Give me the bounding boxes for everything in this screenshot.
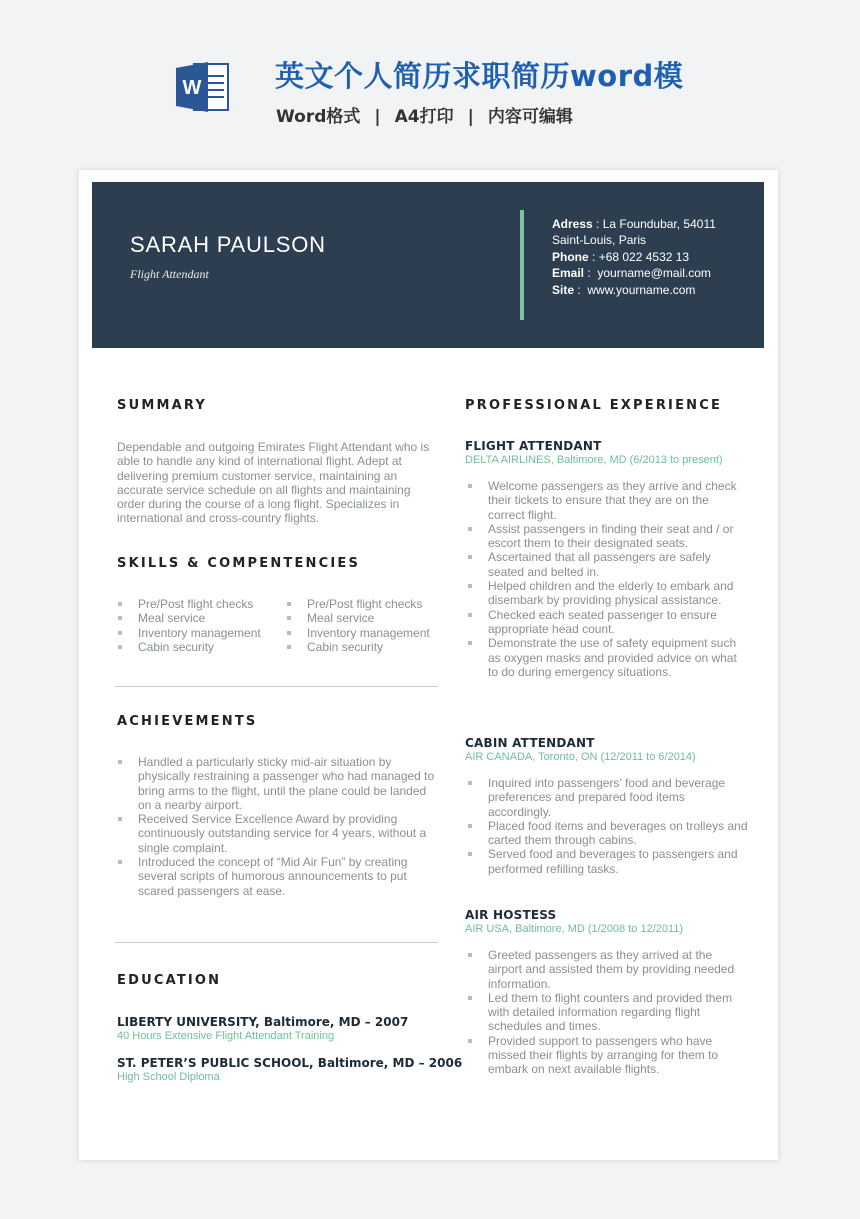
duty-item: Checked each seated passenger to ensure appropriate head count. — [466, 608, 756, 637]
separator: | — [467, 107, 474, 127]
contact-info: Adress : La Foundubar, 54011 Saint-Louis, Paris Phone : +68 022 4532 13 Email : yourname@mail.com Site : www.yourname.com — [552, 217, 716, 297]
skill-item: Pre/Post flight checks — [285, 597, 445, 611]
resume-header — [92, 182, 764, 348]
summary-line: international and cross-country flights. — [117, 511, 320, 526]
skills-heading: SKILLS & COMPENTENCIES — [117, 556, 361, 571]
section-divider — [115, 942, 438, 943]
duty-item: Assist passengers in finding their seat and / or escort them to their designated seats. — [466, 522, 756, 551]
summary-heading: SUMMARY — [117, 398, 207, 413]
experience-heading: PROFESSIONAL EXPERIENCE — [465, 398, 723, 413]
skills-list-right — [285, 597, 445, 654]
summary-line: order during the course of a long flight. Specializes in — [117, 497, 400, 512]
address-label: Adress — [552, 217, 593, 231]
summary-line: able to handle any kind of international flight. Adept at — [117, 454, 402, 469]
education-detail: 40 Hours Extensive Flight Attendant Training — [117, 1030, 335, 1042]
job-title: CABIN ATTENDANT — [465, 736, 595, 750]
achievements-heading: ACHIEVEMENTS — [117, 714, 258, 729]
achievement-item: Introduced the concept of “Mid Air Fun” by creating several scripts of humorous announcements to put scared passengers at ease. — [116, 855, 436, 898]
candidate-name: SARAH PAULSON — [130, 232, 326, 257]
email-label: Email — [552, 266, 585, 281]
phone-label: Phone — [552, 249, 589, 264]
address-line1: La Foundubar, 54011 — [602, 217, 716, 231]
job-title: AIR HOSTESS — [465, 908, 557, 922]
skill-item: Inventory management — [285, 626, 445, 640]
resume-page — [79, 170, 778, 1160]
section-divider — [115, 686, 438, 687]
education-detail: High School Diploma — [117, 1071, 220, 1083]
phone-value: +68 022 4532 13 — [598, 249, 690, 264]
summary-line: delivering premium customer service, maintaining an — [117, 468, 398, 483]
summary-line: accurate service schedule on all flights and maintaining — [117, 482, 411, 497]
skill-item: Cabin security — [116, 640, 276, 654]
banner-subtitle — [276, 102, 573, 127]
achievement-item: Received Service Excellence Award by providing continuously outstanding service for 4 years, without a single complaint. — [116, 812, 436, 855]
job-title: FLIGHT ATTENDANT — [465, 439, 602, 453]
header-divider — [520, 210, 524, 320]
job-duties — [466, 948, 756, 1077]
education-heading: EDUCATION — [117, 973, 222, 988]
job-company: DELTA AIRLINES, Baltimore, MD (6/2013 to present) — [465, 454, 723, 466]
summary-line: Dependable and outgoing Emirates Flight Attendant who is — [117, 440, 430, 454]
site-label: Site — [552, 282, 575, 297]
site-value: www.yourname.com — [587, 282, 696, 297]
duty-item: Welcome passengers as they arrive and check their tickets to ensure that they are on the correct flight. — [466, 479, 756, 522]
address-line2: Saint-Louis, Paris — [552, 233, 647, 248]
duty-item: Ascertained that all passengers are safely seated and belted in. — [466, 550, 756, 579]
candidate-role: Flight Attendant — [130, 267, 209, 281]
skill-item: Meal service — [285, 611, 445, 625]
banner-title: 英文个人简历求职简历word模 — [275, 59, 684, 93]
top-banner — [0, 0, 860, 170]
skill-item: Cabin security — [285, 640, 445, 654]
duty-item: Served food and beverages to passengers and performed refilling tasks. — [466, 847, 756, 876]
job-duties — [466, 776, 756, 876]
job-duties — [466, 479, 756, 679]
achievement-item: Handled a particularly sticky mid-air situation by physically restraining a passenger who had managed to bring arms to the flight, until the plane could be landed on a nearby airport. — [116, 755, 436, 812]
summary-text — [117, 440, 437, 526]
duty-item: Helped children and the elderly to embark and disembark by providing physical assistance. — [466, 579, 756, 608]
skills-list-left — [116, 597, 276, 654]
achievements-list — [116, 755, 436, 898]
editable-label: 内容可编辑 — [487, 107, 573, 127]
word-doc-icon — [174, 60, 230, 114]
job-company: AIR USA, Baltimore, MD (1/2008 to 12/2011) — [465, 923, 684, 935]
separator: | — [374, 107, 381, 127]
education-school: LIBERTY UNIVERSITY, Baltimore, MD – 2007 — [117, 1015, 409, 1029]
duty-item: Demonstrate the use of safety equipment such as oxygen masks and provided advice on what to do during emergency situations. — [466, 636, 756, 679]
job-company: AIR CANADA, Toronto, ON (12/2011 to 6/2014) — [465, 751, 696, 763]
skill-item: Inventory management — [116, 626, 276, 640]
duty-item: Led them to flight counters and provided them with detailed information regarding flight schedules and times. — [466, 991, 756, 1034]
duty-item: Inquired into passengers’ food and beverage preferences and prepared food items accordingly. — [466, 776, 756, 819]
duty-item: Placed food items and beverages on trolleys and carted them through cabins. — [466, 819, 756, 848]
skill-item: Meal service — [116, 611, 276, 625]
skill-item: Pre/Post flight checks — [116, 597, 276, 611]
print-label: A4打印 — [394, 107, 454, 127]
email-value: yourname@mail.com — [597, 266, 711, 281]
word-icon-letter: W — [182, 77, 202, 99]
duty-item: Provided support to passengers who have missed their flights by arranging for them to embark on next available flights. — [466, 1034, 756, 1077]
format-label: Word格式 — [276, 107, 361, 127]
duty-item: Greeted passengers as they arrived at the airport and assisted them by providing needed information. — [466, 948, 756, 991]
education-school: ST. PETER’S PUBLIC SCHOOL, Baltimore, MD – 2006 — [117, 1056, 463, 1070]
